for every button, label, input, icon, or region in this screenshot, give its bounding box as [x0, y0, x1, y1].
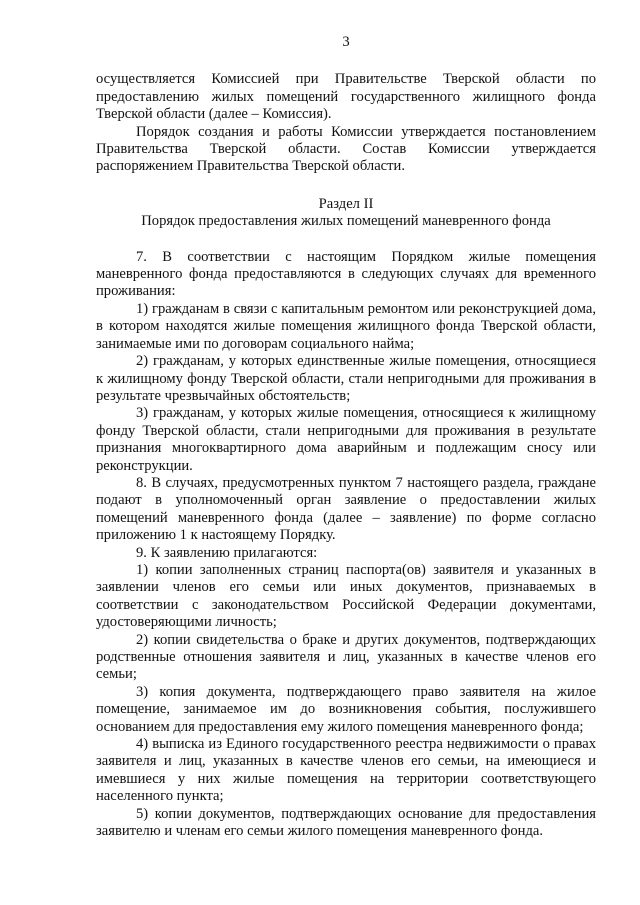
clause-9-item-1: 1) копии заполненных страниц паспорта(ов) заявителя и указанных в заявлении членов его семьи или иных документов, признаваемых в соответствии с законодательством Российской Федерации документами, удостоверяющими личность; [96, 561, 596, 631]
section-title: Раздел II [318, 195, 374, 212]
clause-9: 9. К заявлению прилагаются: [136, 544, 318, 561]
clause-9-item-5: 5) копии документов, подтверждающих основание для предоставления заявителю и членам его семьи жилого помещения маневренного фонда. [96, 805, 596, 840]
document-page [96, 34, 596, 840]
clause-9-item-4: 4) выписка из Единого государственного реестра недвижимости о правах заявителя и лиц, указанных в качестве членов его семьи, на имеющиеся и имевшиеся у них жилые помещения на территории соответствующего населенного пункта; [96, 736, 596, 805]
clause-9-item-2: 2) копии свидетельства о браке и других документов, подтверждающих родственные отношения заявителя и лиц, указанных в качестве членов его семьи; [96, 631, 596, 683]
clause-7: 7. В соответствии с настоящим Порядком жилые помещения маневренного фонда предоставляются в следующих случаях для временного проживания: [96, 248, 596, 300]
clause-7-item-3: 3) гражданам, у которых жилые помещения, относящиеся к жилищному фонду Тверской области, стали непригодными для проживания в результате признания многоквартирного дома аварийным и подлежащим сносу или реконструкции. [96, 405, 596, 474]
intro-paragraph-continuation: осуществляется Комиссией при Правительстве Тверской области по предоставлению жилых помещений государственного жилищного фонда Тверской области (далее – Комиссия). [96, 71, 596, 123]
page-number: 3 [342, 34, 350, 50]
clause-9-item-3: 3) копия документа, подтверждающего право заявителя на жилое помещение, занимаемое им до возникновения события, послужившего основанием для предоставления ему жилого помещения маневренного фонда; [96, 683, 596, 735]
section-subtitle: Порядок предоставления жилых помещений маневренного фонда [141, 213, 551, 230]
clause-7-item-1: 1) гражданам в связи с капитальным ремонтом или реконструкцией дома, в котором находятся жилые помещения жилищного фонда Тверской области, занимаемые ими по договорам социального найма; [96, 300, 596, 352]
clause-7-item-2: 2) гражданам, у которых единственные жилые помещения, относящиеся к жилищному фонду Тверской области, стали непригодными для проживания в результате чрезвычайных обстоятельств; [96, 353, 596, 404]
clause-8: 8. В случаях, предусмотренных пунктом 7 настоящего раздела, граждане подают в уполномоченный орган заявление о предоставлении жилых помещений маневренного фонда (далее – заявление) по форме согласно приложению 1 к настоящему Порядку. [96, 474, 596, 544]
intro-paragraph-commission-order: Порядок создания и работы Комиссии утверждается постановлением Правительства Тверской области. Состав Комиссии утверждается распоряжением Правительства Тверской области. [96, 123, 596, 175]
